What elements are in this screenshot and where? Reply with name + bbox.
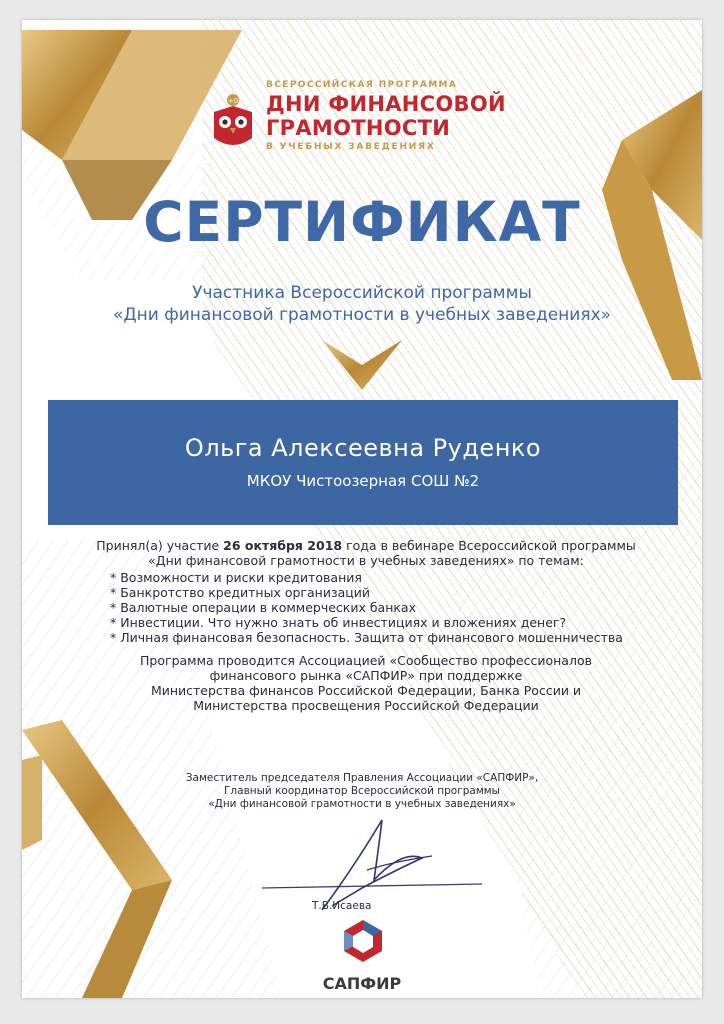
certificate-title: СЕРТИФИКАТ (143, 190, 581, 254)
sapfir-label: САПФИР (322, 974, 402, 993)
participation-line-2: «Дни финансовой грамотности в учебных заведениях» по темам: (148, 553, 584, 568)
signatory-block (82, 772, 642, 811)
list-item: * Личная финансовая безопасность. Защита от финансового мошенничества (110, 630, 686, 645)
recipient-band (48, 400, 678, 525)
sapfir-logo-icon (340, 918, 386, 964)
certificate-sheet (22, 20, 702, 998)
signature-image (262, 810, 482, 920)
subtitle-line-2: «Дни финансовой грамотности в учебных заведениях» (112, 305, 612, 325)
logo-line-2: ДНИ ФИНАНСОВОЙ (266, 92, 506, 116)
certificate-body (46, 538, 686, 713)
logo-line-1: ВСЕРОССИЙСКАЯ ПРОГРАММА (266, 80, 458, 90)
organizer-line-4: Министерства просвещения Российской Федерации (193, 698, 539, 713)
signatory-line-1: Заместитель председателя Правления Ассоциации «САПФИР», (185, 772, 539, 784)
participation-text (46, 538, 686, 568)
subtitle-line-1: Участника Всероссийской программы (192, 283, 532, 303)
list-item: * Банкротство кредитных организаций (110, 585, 686, 600)
participation-date: 26 октября 2018 (223, 538, 343, 553)
logo-badge: +0 (227, 97, 239, 105)
owl-logo-icon (210, 90, 256, 152)
logo-line-3: ГРАМОТНОСТИ (266, 116, 451, 140)
organizer-text (46, 653, 686, 713)
recipient-school: МКОУ Чистоозерная СОШ №2 (246, 472, 480, 490)
list-item: * Инвестиции. Что нужно знать об инвестициях и вложениях денег? (110, 615, 686, 630)
organizer-line-2: финансового рынка «САПФИР» при поддержке (209, 668, 523, 683)
list-item: * Возможности и риски кредитования (110, 570, 686, 585)
topics-list (110, 570, 686, 645)
list-item: * Валютные операции в коммерческих банках (110, 600, 686, 615)
recipient-name: Ольга Алексеевна Руденко (184, 434, 542, 462)
organizer-line-1: Программа проводится Ассоциацией «Сообщество профессионалов (140, 653, 592, 668)
signatory-name: Т.В.Исаева (312, 900, 372, 912)
participation-suffix: года в вебинаре Всероссийской программы (346, 538, 636, 553)
signatory-line-3: «Дни финансовой грамотности в учебных заведениях» (208, 798, 516, 810)
program-logo (210, 78, 530, 172)
signatory-line-2: Главный координатор Всероссийской программы (224, 785, 500, 797)
organizer-line-3: Министерства финансов Российской Федерации, Банка России и (150, 683, 582, 698)
logo-line-4: В УЧЕБНЫХ ЗАВЕДЕНИЯХ (266, 142, 436, 152)
participation-prefix: Принял(а) участие (96, 538, 220, 553)
certificate-subtitle (62, 282, 662, 326)
